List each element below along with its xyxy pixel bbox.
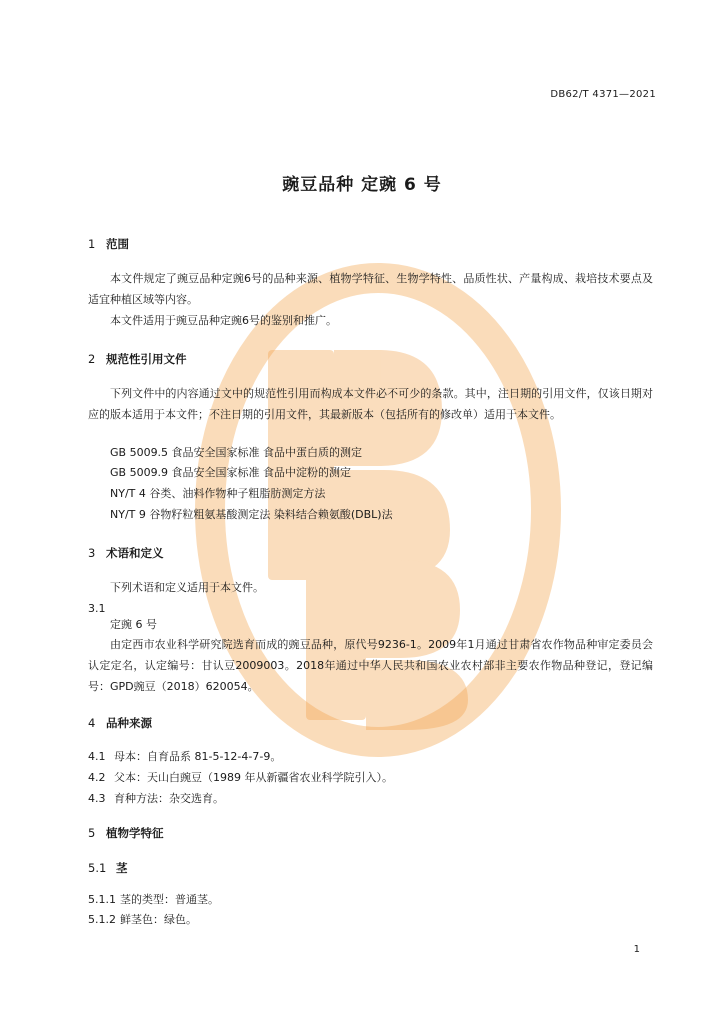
- section-1-paragraph-2: 本文件适用于豌豆品种定豌6号的鉴别和推广。: [110, 314, 337, 327]
- reference-item: NY/T 9 谷物籽粒粗氨基酸测定法 染料结合赖氨酸(DBL)法: [110, 508, 393, 521]
- section-4-heading: [88, 715, 152, 731]
- reference-item: GB 5009.9 食品安全国家标准 食品中淀粉的测定: [110, 466, 352, 479]
- document-title: 豌豆品种 定豌 6 号: [282, 175, 442, 195]
- item-number: 5.1.2: [88, 913, 116, 926]
- section-number: 4: [88, 716, 96, 730]
- section-number: 3: [88, 546, 96, 560]
- reference-item: NY/T 4 谷类、油料作物种子粗脂肪测定方法: [110, 487, 326, 500]
- page-number: 1: [633, 944, 640, 955]
- item-text: 鲜茎色：绿色。: [120, 913, 197, 926]
- section-5-heading: [88, 825, 164, 841]
- subsection-title: 茎: [116, 861, 128, 875]
- list-item: [88, 790, 224, 806]
- list-item: [88, 748, 281, 764]
- reference-item: GB 5009.5 食品安全国家标准 食品中蛋白质的测定: [110, 446, 363, 459]
- section-number: 2: [88, 352, 96, 366]
- section-2-heading: [88, 351, 187, 367]
- item-number: 4.2: [88, 771, 106, 784]
- section-title: 范围: [106, 237, 129, 251]
- item-text: 育种方法：杂交选育。: [114, 792, 224, 805]
- section-title: 规范性引用文件: [106, 352, 187, 366]
- item-number: 4.1: [88, 750, 106, 763]
- section-3-paragraph-1: 下列术语和定义适用于本文件。: [110, 581, 264, 594]
- section-title: 术语和定义: [106, 546, 164, 560]
- section-title: 品种来源: [106, 716, 152, 730]
- section-title: 植物学特征: [106, 826, 164, 840]
- item-text: 母本：自育品系 81-5-12-4-7-9。: [114, 750, 282, 763]
- item-text: 茎的类型：普通茎。: [120, 893, 219, 906]
- standard-number: DB62/T 4371—2021: [550, 89, 656, 100]
- list-item: [88, 891, 219, 907]
- item-number: 4.3: [88, 792, 106, 805]
- list-item: [88, 911, 197, 927]
- section-1-paragraph-1: 本文件规定了豌豆品种定豌6号的品种来源、植物学特征、生物学特性、品质性状、产量构成、栽培技术要点及适宜种植区域等内容。: [88, 272, 653, 306]
- item-text: 父本：天山白豌豆（1989 年从新疆省农业科学院引入）。: [114, 771, 393, 784]
- subsection-number: 5.1: [88, 861, 107, 875]
- term-name: 定豌 6 号: [110, 618, 157, 631]
- item-number: 5.1.1: [88, 893, 116, 906]
- subsection-5-1-heading: [88, 860, 128, 876]
- section-1-heading: [88, 236, 129, 252]
- section-3-heading: [88, 545, 164, 561]
- section-number: 1: [88, 237, 96, 251]
- term-number: 3.1: [88, 602, 106, 615]
- section-number: 5: [88, 826, 96, 840]
- list-item: [88, 769, 393, 785]
- term-definition: 由定西市农业科学研究院选育而成的豌豆品种，原代号9236-1。2009年1月通过甘肃省农作物品种审定委员会认定定名，认定编号：甘认豆2009003。2018年通过中华人民共和国农业农村部非主要农作物品种登记，登记编号：GPD豌豆（2018）620054。: [88, 638, 653, 693]
- section-2-paragraph-1: 下列文件中的内容通过文中的规范性引用而构成本文件必不可少的条款。其中，注日期的引用文件，仅该日期对应的版本适用于本文件；不注日期的引用文件，其最新版本（包括所有的修改单）适用于本文件。: [88, 387, 653, 421]
